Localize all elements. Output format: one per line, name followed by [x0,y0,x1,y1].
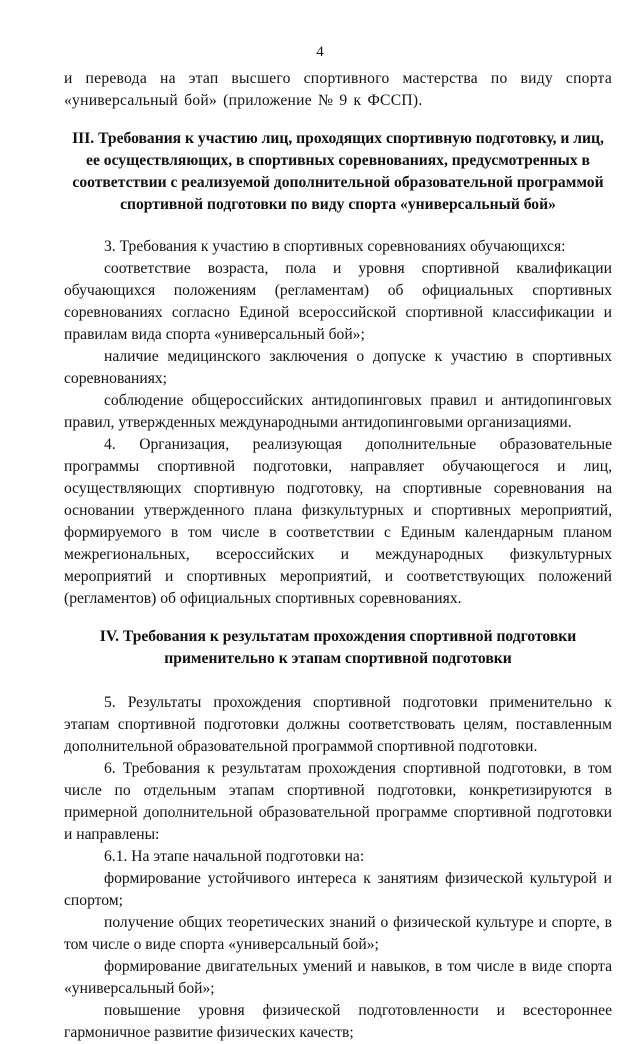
document-body [64,68,612,1044]
paragraph-5: 5. Результаты прохождения спортивной подготовки применительно к этапам спортивной подготовки должны соответствовать целям, поставленным дополнительной образовательной программой спортивной подготовки. [64,694,612,755]
page-number: 4 [316,44,324,60]
paragraph-6-1-item-interest: формирование устойчивого интереса к занятиям физической культурой и спортом; [64,870,612,909]
paragraph-6: 6. Требования к результатам прохождения спортивной подготовки, в том числе по отдельным этапам спортивной подготовки, конкретизируются в примерной дополнительной образовательной программе спортивной подготовки и направлены: [64,760,612,843]
section-3-heading: III. Требования к участию лиц, проходящих спортивную подготовку, и лиц, ее осуществляющих, в спортивных соревнованиях, предусмотренных в соответствии с реализуемой дополнительной образовательной программой спортивной подготовки по виду спорта «универсальный бой» [72,130,604,213]
paragraph-3-item-medical: наличие медицинского заключения о допуске к участию в спортивных соревнованиях; [64,348,612,387]
paragraph-6-1: 6.1. На этапе начальной подготовки на: [104,848,365,865]
paragraph-6-1-item-knowledge: получение общих теоретических знаний о физической культуре и спорте, в том числе о виде спорта «универсальный бой»; [64,914,612,953]
paragraph-3-item-antidoping: соблюдение общероссийских антидопинговых правил и антидопинговых правил, утвержденных международными антидопинговыми организациями. [64,392,612,431]
paragraph-3: 3. Требования к участию в спортивных соревнованиях обучающихся: [104,238,566,255]
paragraph-6-1-item-skills: формирование двигательных умений и навыков, в том числе в виде спорта «универсальный бой»; [64,958,612,997]
section-4-heading: IV. Требования к результатам прохождения спортивной подготовки применительно к этапам спортивной подготовки [99,628,577,667]
paragraph-4: 4. Организация, реализующая дополнительные образовательные программы спортивной подготовки, направляет обучающегося и лиц, осуществляющих спортивную подготовку, на спортивные соревнования на основании утвержденного плана физкультурных и спортивных мероприятий, формируемого в том числе в соответствии с Единым календарным планом межрегиональных, всероссийских и международных физкультурных мероприятий и спортивных мероприятий, и соответствующих положений (регламентов) об официальных спортивных соревнованиях. [64,436,612,607]
paragraph-continuation: и перевода на этап высшего спортивного мастерства по виду спорта «универсальный бой» (приложение № 9 к ФССП). [64,70,612,109]
paragraph-6-1-item-fitness: повышение уровня физической подготовленности и всестороннее гармоничное развитие физических качеств; [64,1002,612,1041]
paragraph-3-item-age: соответствие возраста, пола и уровня спортивной квалификации обучающихся положениям (регламентам) об официальных спортивных соревнованиях согласно Единой всероссийской спортивной классификации и правилам вида спорта «универсальный бой»; [64,260,612,343]
